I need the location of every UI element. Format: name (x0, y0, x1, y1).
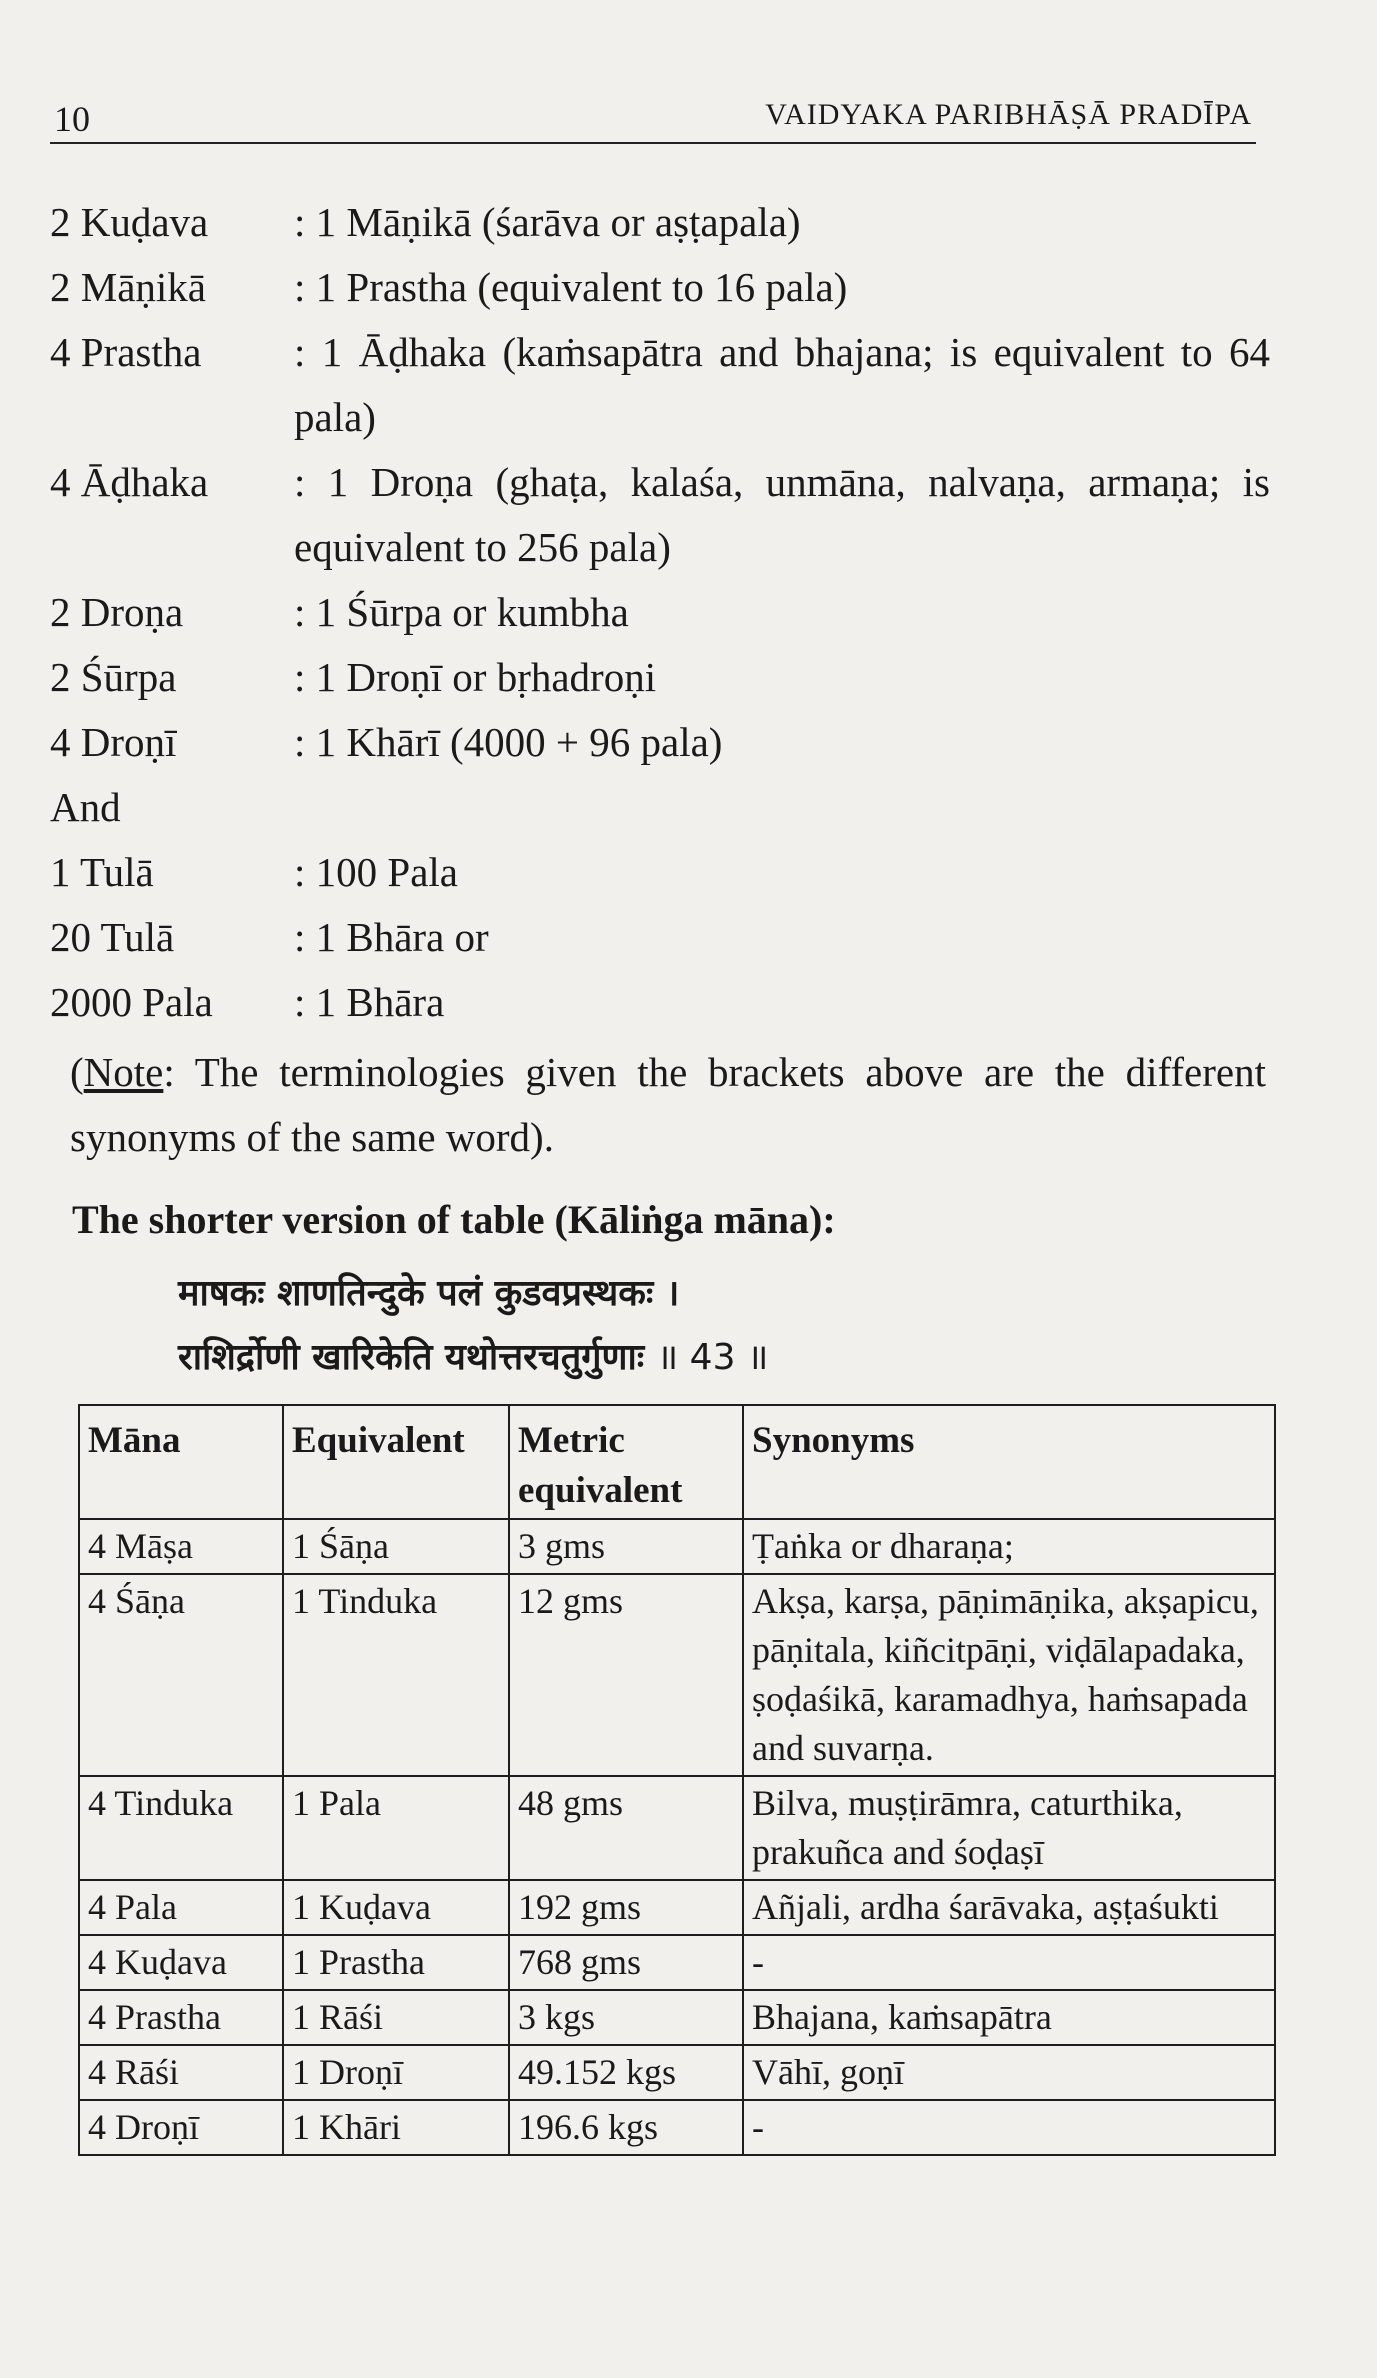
cell-metric: 48 gms (509, 1776, 743, 1880)
note-paragraph (70, 1040, 1266, 1170)
unit-quantity: 1 Tulā (50, 849, 154, 895)
unit-equivalent: : 1 Droṇī or bṛhadroṇi (294, 654, 657, 700)
table-row (79, 1519, 1275, 1574)
unit-equivalent: : 1 Khārī (4000 + 96 pala) (294, 719, 723, 765)
cell-mana: 4 Śāṇa (79, 1574, 283, 1776)
table-row (79, 1990, 1275, 2045)
cell-equivalent: 1 Śāṇa (283, 1519, 509, 1574)
table-row (79, 2100, 1275, 2155)
equivalence-row (50, 710, 1270, 775)
table-heading: The shorter version of table (Kāliṅga māna): (72, 1197, 836, 1242)
running-title: VAIDYAKA PARIBHĀṢĀ PRADĪPA (765, 98, 1252, 131)
unit-quantity: 2 Śūrpa (50, 654, 177, 700)
unit-equivalent: : 100 Pala (294, 849, 458, 895)
page-number: 10 (54, 99, 90, 139)
unit-quantity: 2 Droṇa (50, 589, 184, 635)
cell-metric: 3 gms (509, 1519, 743, 1574)
cell-synonyms: Ṭaṅka or dharaṇa; (743, 1519, 1275, 1574)
unit-equivalent: : 1 Śūrpa or kumbha (294, 589, 629, 635)
cell-equivalent: 1 Kuḍava (283, 1880, 509, 1935)
table-header-row (79, 1405, 1275, 1519)
cell-synonyms: Añjali, ardha śarāvaka, aṣṭaśukti (743, 1880, 1275, 1935)
column-header-metric: Metric equivalent (509, 1405, 743, 1519)
cell-metric: 12 gms (509, 1574, 743, 1776)
kalinga-mana-table (78, 1404, 1276, 2156)
cell-mana: 4 Kuḍava (79, 1935, 283, 1990)
unit-quantity: 4 Droṇī (50, 719, 177, 765)
equivalence-row (50, 645, 1270, 710)
unit-quantity: 4 Prastha (50, 329, 202, 375)
cell-synonyms: Bilva, muṣṭirāmra, caturthika, prakuñca and śoḍaṣī (743, 1776, 1275, 1880)
cell-equivalent: 1 Rāśi (283, 1990, 509, 2045)
connector-text: And (50, 784, 121, 830)
unit-equivalent: : 1 Bhāra or (294, 914, 489, 960)
unit-quantity: 4 Āḍhaka (50, 459, 209, 505)
unit-equivalent (121, 775, 1270, 840)
sanskrit-verse (178, 1262, 768, 1390)
verse-number: ॥ 43 ॥ (656, 1337, 769, 1378)
cell-metric: 49.152 kgs (509, 2045, 743, 2100)
equivalence-row (50, 450, 1270, 580)
equivalence-row (50, 255, 1270, 320)
cell-synonyms: Bhajana, kaṁsapātra (743, 1990, 1275, 2045)
unit-quantity: 2 Kuḍava (50, 199, 209, 245)
note-label: Note (83, 1049, 164, 1095)
table-row (79, 1935, 1275, 1990)
unit-equivalent: : 1 Prastha (equivalent to 16 pala) (294, 264, 848, 310)
equivalence-row (50, 905, 1270, 970)
cell-mana: 4 Rāśi (79, 2045, 283, 2100)
cell-metric: 3 kgs (509, 1990, 743, 2045)
unit-quantity: 20 Tulā (50, 914, 175, 960)
page-header (50, 90, 1256, 144)
column-header-equivalent: Equivalent (283, 1405, 509, 1519)
unit-equivalent: : 1 Āḍhaka (kaṁsapātra and bhajana; is equivalent to 64 pala) (294, 329, 1270, 440)
column-header-mana: Māna (79, 1405, 283, 1519)
table-row (79, 1574, 1275, 1776)
equivalence-row (50, 840, 1270, 905)
column-header-synonyms: Synonyms (743, 1405, 1275, 1519)
cell-mana: 4 Pala (79, 1880, 283, 1935)
unit-equivalent: : 1 Bhāra (294, 979, 445, 1025)
unit-quantity: 2000 Pala (50, 979, 213, 1025)
unit-quantity: 2 Māṇikā (50, 264, 206, 310)
cell-mana: 4 Prastha (79, 1990, 283, 2045)
note-text: : The terminologies given the brackets above are the different synonyms of the same word). (70, 1049, 1266, 1160)
cell-synonyms: Akṣa, karṣa, pāṇimāṇika, akṣapicu, pāṇitala, kiñcitpāṇi, viḍālapadaka, ṣoḍaśikā, karamadhya, haṁsapada and suvarṇa. (743, 1574, 1275, 1776)
verse-line-2 (178, 1326, 768, 1390)
cell-equivalent: 1 Tinduka (283, 1574, 509, 1776)
equivalence-row (50, 580, 1270, 645)
equivalence-row (50, 320, 1270, 450)
equivalence-row (50, 775, 1270, 840)
note-open-paren: ( (70, 1049, 84, 1095)
cell-equivalent: 1 Prastha (283, 1935, 509, 1990)
measure-equivalence-list (50, 190, 1270, 1035)
cell-mana: 4 Māṣa (79, 1519, 283, 1574)
cell-metric: 192 gms (509, 1880, 743, 1935)
cell-synonyms: - (743, 2100, 1275, 2155)
table-row (79, 2045, 1275, 2100)
cell-equivalent: 1 Pala (283, 1776, 509, 1880)
cell-synonyms: - (743, 1935, 1275, 1990)
cell-metric: 768 gms (509, 1935, 743, 1990)
cell-mana: 4 Tinduka (79, 1776, 283, 1880)
table-row (79, 1776, 1275, 1880)
cell-synonyms: Vāhī, goṇī (743, 2045, 1275, 2100)
cell-mana: 4 Droṇī (79, 2100, 283, 2155)
cell-equivalent: 1 Droṇī (283, 2045, 509, 2100)
table-row (79, 1880, 1275, 1935)
unit-equivalent: : 1 Māṇikā (śarāva or aṣṭapala) (294, 199, 801, 245)
unit-equivalent: : 1 Droṇa (ghaṭa, kalaśa, unmāna, nalvaṇa, armaṇa; is equivalent to 256 pala) (294, 459, 1270, 570)
cell-metric: 196.6 kgs (509, 2100, 743, 2155)
equivalence-row (50, 190, 1270, 255)
cell-equivalent: 1 Khāri (283, 2100, 509, 2155)
equivalence-row (50, 970, 1270, 1035)
verse-line-1: माषकः शाणतिन्दुके पलं कुडवप्रस्थकः । (178, 1273, 680, 1314)
verse-line-2-text: राशिर्द्रोणी खारिकेति यथोत्तरचतुर्गुणाः (178, 1337, 645, 1378)
